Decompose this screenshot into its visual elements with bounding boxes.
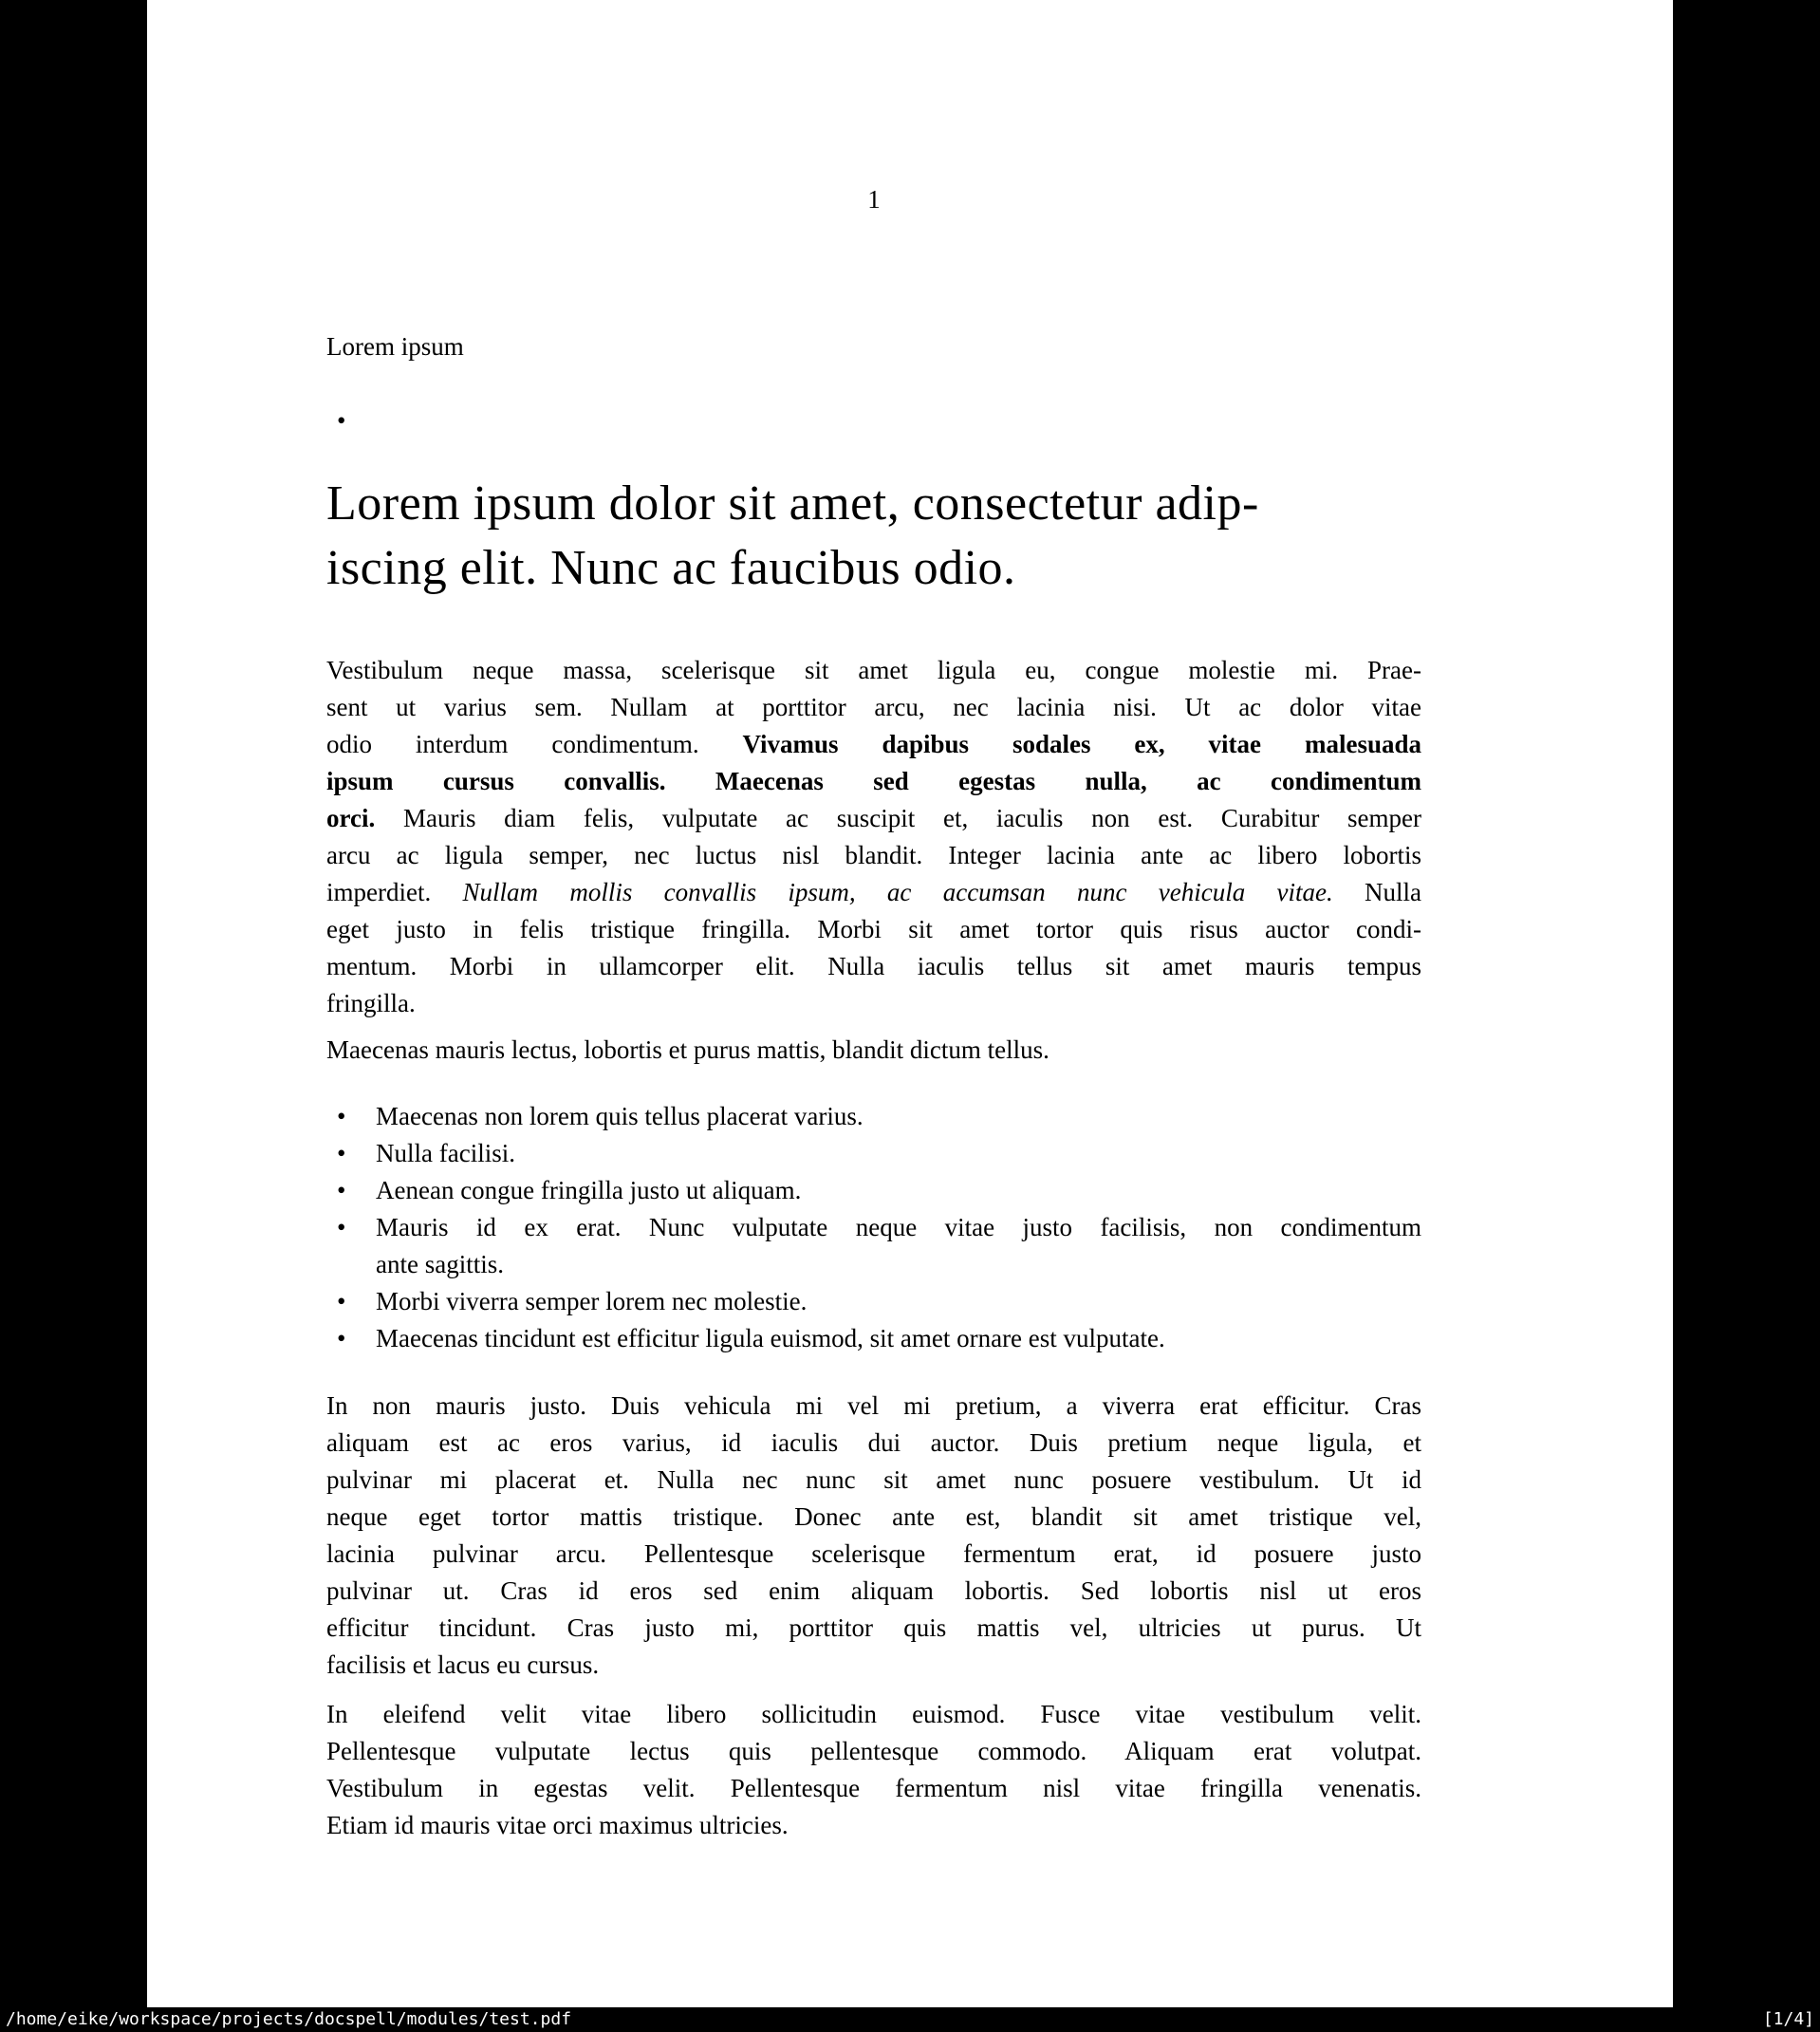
bullet-icon: • (337, 1176, 346, 1204)
list-item-text (376, 1283, 1421, 1320)
text-line: facilisis et lacus eu cursus. (326, 1650, 600, 1679)
text-line: ante sagittis. (376, 1250, 504, 1278)
list-item-text (376, 1135, 1421, 1172)
text-line: pulvinar mi placerat et. Nulla nec nunc sit amet nunc posuere vestibulum. Ut id (326, 1465, 1421, 1494)
text-line: odio interdum condimentum. Vivamus dapibus sodales ex, vitae malesuada (326, 730, 1421, 758)
page-indicator: [1/4] (1762, 2009, 1814, 2029)
list-item (326, 1172, 1421, 1209)
list-item (326, 1209, 1421, 1283)
document-page (147, 0, 1673, 2007)
text-line: mentum. Morbi in ullamcorper elit. Nulla iaculis tellus sit amet mauris tempus (326, 952, 1421, 980)
text-line: sent ut varius sem. Nullam at porttitor arcu, nec lacinia nisi. Ut ac dolor vitae (326, 693, 1421, 721)
document-heading (326, 472, 1421, 601)
bullet-list (326, 1098, 1421, 1357)
bullet-icon: • (337, 1139, 346, 1167)
file-path: /home/eike/workspace/projects/docspell/modules/test.pdf (6, 2009, 572, 2029)
text-line: Pellentesque vulputate lectus quis pellentesque commodo. Aliquam erat volutpat. (326, 1737, 1421, 1765)
text-line: Aenean congue fringilla justo ut aliquam. (376, 1176, 802, 1204)
text-line: Maecenas non lorem quis tellus placerat varius. (376, 1102, 864, 1130)
paragraph-3 (326, 1388, 1421, 1684)
list-item-text (376, 1098, 1421, 1135)
text-line: Etiam id mauris vitae orci maximus ultricies. (326, 1811, 789, 1839)
list-item-text (376, 1209, 1421, 1283)
text-line: Mauris id ex erat. Nunc vulputate neque vitae justo facilisis, non condimentum (376, 1213, 1421, 1241)
text-line: eget justo in felis tristique fringilla. Morbi sit amet tortor quis risus auctor condi- (326, 915, 1421, 943)
text-line: Morbi viverra semper lorem nec molestie. (376, 1287, 808, 1315)
list-item (326, 1283, 1421, 1320)
page-number: 1 (867, 185, 881, 214)
text-line: Lorem ipsum dolor sit amet, consectetur adip- (326, 476, 1259, 531)
list-item-text (376, 1320, 1421, 1357)
bullet-icon: • (337, 1287, 346, 1315)
list-item (326, 1098, 1421, 1135)
text-line: lacinia pulvinar arcu. Pellentesque scelerisque fermentum erat, id posuere justo (326, 1539, 1421, 1568)
text-line: Nulla facilisi. (376, 1139, 515, 1167)
bullet-icon: • (337, 1213, 346, 1241)
text-line: In eleifend velit vitae libero sollicitudin euismod. Fusce vitae vestibulum velit. (326, 1700, 1421, 1728)
text-line: efficitur tincidunt. Cras justo mi, porttitor quis mattis vel, ultricies ut purus. Ut (326, 1613, 1421, 1642)
text-line: Vestibulum in egestas velit. Pellentesque fermentum nisl vitae fringilla venenatis. (326, 1774, 1421, 1802)
bullet-icon: • (337, 1102, 346, 1130)
paragraph-4 (326, 1696, 1421, 1844)
text-line: orci. Mauris diam felis, vulputate ac suscipit et, iaculis non est. Curabitur semper (326, 804, 1421, 832)
status-bar (0, 2007, 1820, 2032)
text-line: fringilla. (326, 989, 416, 1017)
text-line: neque eget tortor mattis tristique. Donec ante est, blandit sit amet tristique vel, (326, 1502, 1421, 1531)
bullet-icon: • (337, 406, 346, 435)
list-item-text (376, 1172, 1421, 1209)
text-line: arcu ac ligula semper, nec luctus nisl blandit. Integer lacinia ante ac libero lobortis (326, 841, 1421, 869)
text-line: imperdiet. Nullam mollis convallis ipsum, ac accumsan nunc vehicula vitae. Nulla (326, 878, 1421, 906)
text-line: ipsum cursus convallis. Maecenas sed egestas nulla, ac condimentum (326, 767, 1421, 795)
list-item (326, 1135, 1421, 1172)
text-line: Maecenas tincidunt est efficitur ligula euismod, sit amet ornare est vulputate. (376, 1324, 1165, 1352)
text-line: pulvinar ut. Cras id eros sed enim aliquam lobortis. Sed lobortis nisl ut eros (326, 1576, 1421, 1605)
page-content (326, 0, 1421, 1844)
bullet-icon: • (337, 1324, 346, 1352)
text-line: aliquam est ac eros varius, id iaculis dui auctor. Duis pretium neque ligula, et (326, 1428, 1421, 1457)
paragraph-1 (326, 652, 1421, 1022)
intro-text: Lorem ipsum (326, 332, 464, 361)
paragraph-2: Maecenas mauris lectus, lobortis et purus mattis, blandit dictum tellus. (326, 1035, 1049, 1064)
text-line: iscing elit. Nunc ac faucibus odio. (326, 541, 1016, 595)
text-line: Vestibulum neque massa, scelerisque sit amet ligula eu, congue molestie mi. Prae- (326, 656, 1421, 684)
list-item (326, 1320, 1421, 1357)
text-line: In non mauris justo. Duis vehicula mi vel mi pretium, a viverra erat efficitur. Cras (326, 1391, 1421, 1420)
